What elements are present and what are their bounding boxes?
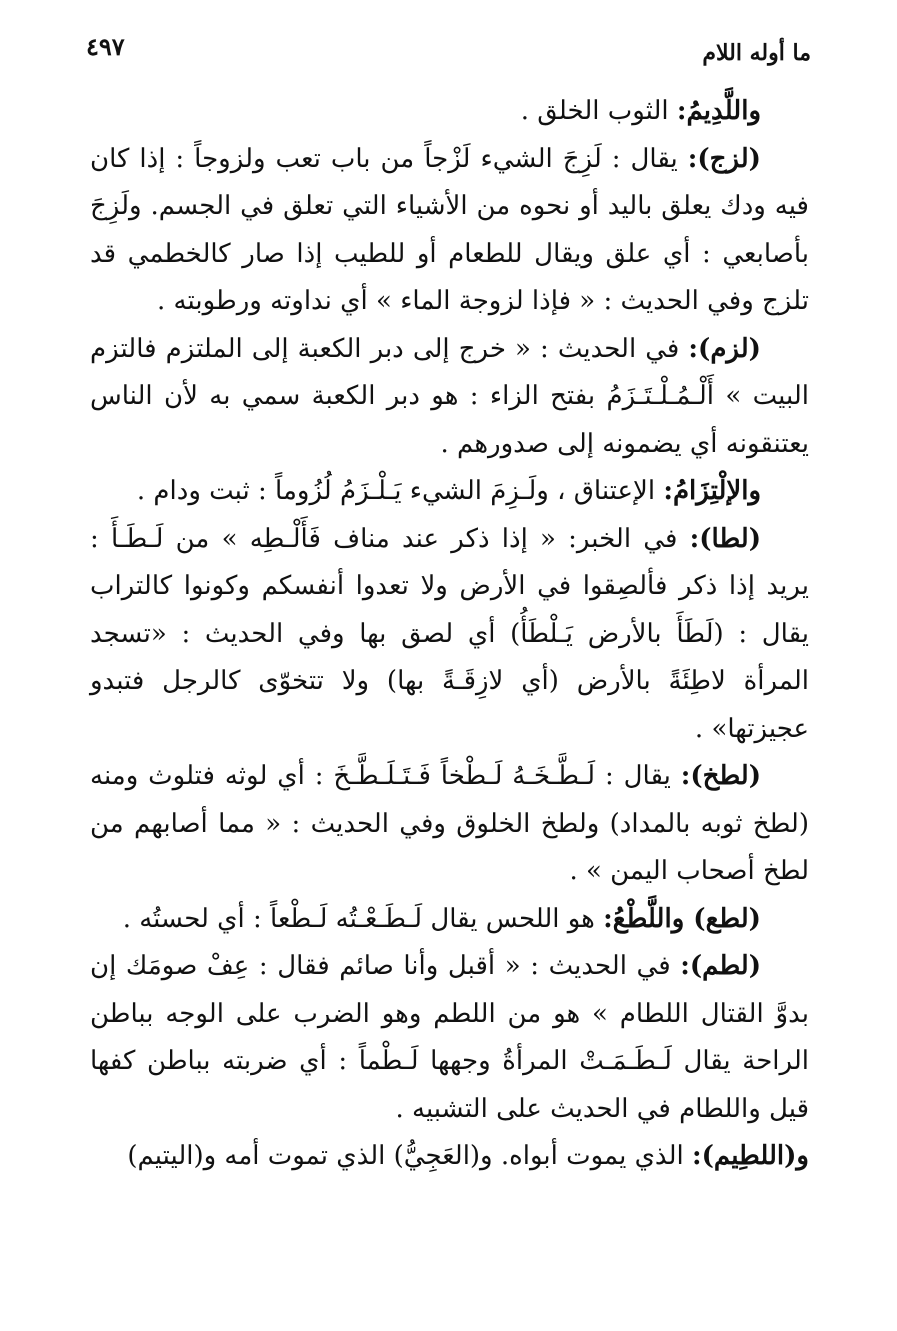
entry-headword: و(اللطِيم): — [692, 1141, 809, 1171]
running-title: ما أوله اللام — [702, 40, 811, 66]
entry-body: هو اللحس يقال لَـطَـعْـتُه لَـطْعاً : أي لحستُه . — [122, 903, 604, 934]
page-header — [86, 30, 811, 70]
entry-ltm — [90, 943, 809, 1133]
entry-headword: (لطم): — [680, 951, 761, 981]
entry-lzm — [90, 326, 809, 469]
page-number: ٤٩٧ — [86, 32, 125, 61]
entry-lt3 — [90, 896, 809, 944]
entry-headword: والإلْتِزَامُ: — [663, 476, 761, 506]
entry-body: في الحديث : « خرج إلى دبر الكعبة إلى الملتزم فالتزم البيت » أَلْـمُـلْـتَـزَمُ بفتح الزاء : هو دبر الكعبة سمي به لأن الناس يعتنقونه أي يضمونه إلى صدورهم . — [90, 333, 809, 459]
entry-body: يقال : لَزِجَ الشيء لَزْجاً من باب تعب ولزوجاً : إذا كان فيه ودك يعلق باليد أو نحوه من الأشياء التي تعلق في الجسم. ولَزِجَ بأصابعي : أي علق ويقال للطعام أو للطيب إذا صار كالخطمي قد تلزج وفي الحديث : « فإذا لزوجة الماء » أي نداوته ورطوبته . — [90, 143, 809, 316]
dictionary-text — [90, 88, 809, 1181]
entry-headword: واللَّدِيمُ: — [676, 96, 761, 126]
entry-laddim — [90, 88, 809, 136]
entry-headword: (لطا): — [689, 523, 761, 554]
entry-headword: (لزم): — [688, 333, 761, 364]
entry-headword: (لطخ): — [680, 761, 761, 791]
entry-body: في الحديث : « أقبل وأنا صائم فقال : عِفْ صومَك إن بدوَّ القتال اللطام » هو من اللطم وهو الضرب على الوجه بباطن الراحة يقال لَـطَـمَـتْ المرأةُ وجهها لَـطْماً : أي ضربته بباطن كفها قيل واللطام في الحديث على التشبيه . — [90, 951, 809, 1124]
entry-body: الإعتناق ، ولَـزِمَ الشيء يَـلْـزَمُ لُزُوماً : ثبت ودام . — [136, 476, 664, 506]
entry-body: يقال : لَـطَّـخَـهُ لَـطْخاً فَـتَـلَـطَّـخَ : أي لوثه فتلوث ومنه (لطخ ثوبه بالمداد) ولطخ الخلوق وفي الحديث : « مما أصابهم من لطخ أصحاب اليمن » . — [90, 761, 809, 886]
entry-latim — [90, 1133, 809, 1181]
entry-headword: (لطع) واللَّطْعُ: — [603, 903, 761, 934]
entry-iltizam — [90, 468, 809, 516]
entry-headword: (لزج): — [687, 143, 761, 174]
entry-body: الثوب الخلق . — [520, 96, 677, 126]
entry-ltkh — [90, 753, 809, 896]
entry-lta — [90, 516, 809, 754]
entry-body: في الخبر: « إذا ذكر عند مناف فَأَلْـطِه » من لَـطَـأَ : يريد إذا ذكر فألصِقوا في الأرض ولا تعدوا أنفسكم وكونوا كالتراب يقال : (لَطَأَ بالأرض يَـلْطَأُ) أي لصق بها وفي الحديث : «تسجد المرأة لاطِئَةً بالأرض (أي لازِقَـةً بها) ولا تتخوّى كالرجل فتبدو عجيزتها» . — [90, 523, 809, 744]
entry-body: الذي يموت أبواه. و(العَجِيُّ) الذي تموت أمه و(اليتيم) — [127, 1141, 692, 1171]
entry-lzj — [90, 136, 809, 326]
